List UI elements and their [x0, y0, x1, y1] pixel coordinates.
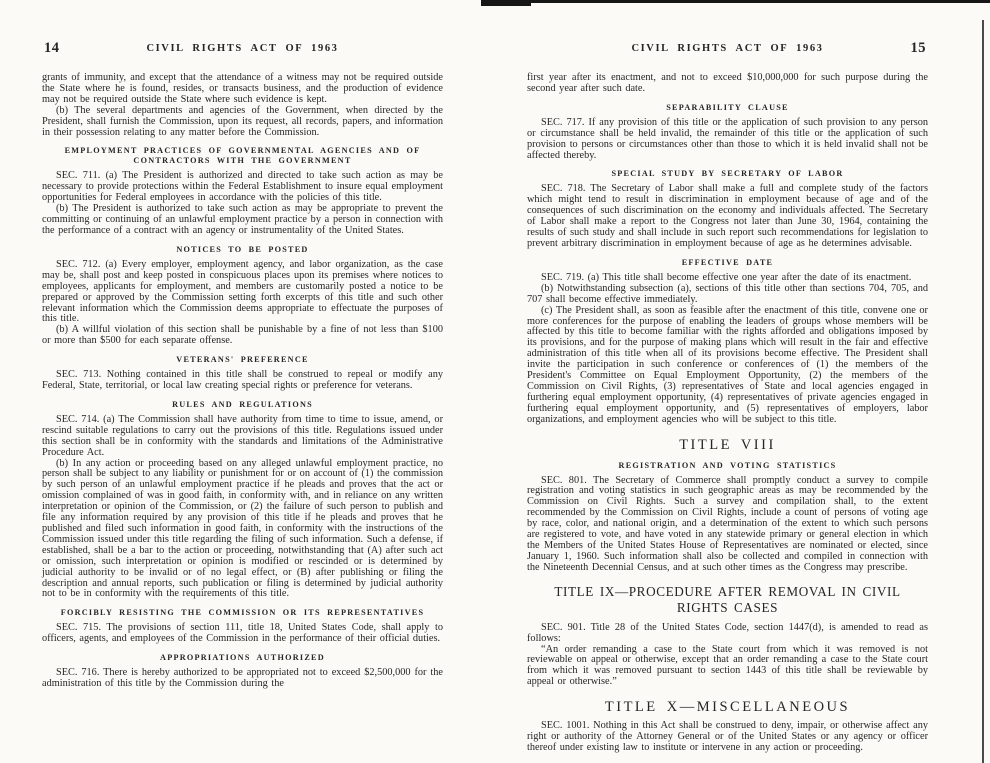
paragraph: SEC. 801. The Secretary of Commerce shall promptly conduct a survey to compile registration and voting statistics in such geographic areas as may be recommended by the Commission on Civil Rights. Such a survey and compilation shall, to the extent recommended by the Commission on Civil Rights, include a count of persons of voting age by race, color, and national origin, and a determination of the extent to which such persons are registered to vote, and have voted in any statewide primary or general election in which the Members of the United States House of Representatives are nominated or elected, since January 1, 1960. Such information shall also be collected and compiled in connection with the Nineteenth Decennial Census, and at such other times as the Congress may prescribe. — [527, 474, 928, 573]
paragraph: SEC. 1001. Nothing in this Act shall be construed to deny, impair, or otherwise affect any right or authority of the Attorney General or of the United States or any agency or officer thereof under existing law to institute or intervene in any action or proceeding. — [527, 720, 928, 753]
paragraph: (b) Notwithstanding subsection (a), sections of this title other than sections 704, 705, and 707 shall become effective immediately. — [527, 282, 928, 305]
section-heading: APPROPRIATIONS AUTHORIZED — [160, 653, 325, 663]
scan-edge-corner-mark — [984, 0, 990, 3]
section-heading: REGISTRATION AND VOTING STATISTICS — [618, 460, 837, 470]
page-14 — [42, 40, 443, 690]
section-heading: EMPLOYMENT PRACTICES OF GOVERNMENTAL AGENCIES AND OF CONTRACTORS WITH THE GOVERNMENT — [64, 146, 421, 166]
section-heading: NOTICES TO BE POSTED — [176, 244, 309, 254]
paragraph: (b) The President is authorized to take such action as may be appropriate to prevent the committing or continuing of an unlawful employment practice by a person in connection with the performance of a contract with an agency or instrumentality of the United States. — [42, 203, 443, 236]
paragraph: first year after its enactment, and not to exceed $10,000,000 for such purpose during the second year after such date. — [527, 72, 928, 94]
running-title: CIVIL RIGHTS ACT OF 1963 — [146, 43, 339, 54]
paragraph: SEC. 901. Title 28 of the United States Code, section 1447(d), is amended to read as follows: — [527, 621, 928, 644]
page-15 — [527, 40, 928, 754]
paragraph: (c) The President shall, as soon as feasible after the enactment of this title, convene one or more conferences for the purpose of enabling the leaders of groups whose members will be affected by this title to become familiar with the rights afforded and obligations imposed by its provisions, and for the purpose of making plans which will result in the fair and effective administration of this title when all of its provisions become effective. The President shall invite the participation in such conference or conferences of (1) the members of the President's Committee on Equal Employment Opportunity, (2) the members of the Commission on Civil Rights, (3) representatives of State and local agencies engaged in furthering equal employment opportunity, (4) representatives of private agencies engaged in furthering equal employment opportunity, and (5) representatives of employers, labor organizations, and employment agencies who will be subject to this title. — [527, 304, 928, 425]
paragraph: SEC. 716. There is hereby authorized to be appropriated not to exceed $2,500,000 for the administration of this title by the Commission during the — [42, 667, 443, 690]
page-number: 15 — [910, 40, 926, 56]
scan-right-edge-line — [982, 20, 984, 763]
title-heading: TITLE X—MISCELLANEOUS — [604, 699, 851, 716]
page-header — [42, 40, 443, 58]
title-heading: TITLE IX—PROCEDURE AFTER REMOVAL IN CIVIL RIGHTS CASES — [554, 583, 901, 615]
section-heading: SPECIAL STUDY BY SECRETARY OF LABOR — [611, 169, 844, 179]
paragraph: SEC. 718. The Secretary of Labor shall make a full and complete study of the factors which might tend to result in discrimination in employment because of age and of the consequences of such discrimination on the economy and individuals affected. The Secretary of Labor shall make a report to the Congress not later than June 30, 1964, containing the results of such study and shall include in such report such recommendations for legislation to prevent arbitrary discrimination in employment because of age as he determines advisable. — [527, 183, 928, 249]
paragraph: SEC. 711. (a) The President is authorized and directed to take such action as may be necessary to provide protections within the Federal Establishment to insure equal employment opportunities for Federal employees in accordance with the policies of this title. — [42, 170, 443, 204]
paragraph: SEC. 715. The provisions of section 111, title 18, United States Code, shall apply to officers, agents, and employees of the Commission in the performance of their official duties. — [42, 622, 443, 645]
paragraph: (b) The several departments and agencies of the Government, when directed by the President, shall furnish the Commission, upon its request, all records, papers, and information in their possession relating to any matter before the Commission. — [42, 104, 443, 138]
paragraph: grants of immunity, and except that the attendance of a witness may not be required outside the State where he is found, resides, or transacts business, and the production of evidence may not be required outside the State where such evidence is kept. — [42, 72, 443, 105]
section-heading: FORCIBLY RESISTING THE COMMISSION OR ITS REPRESENTATIVES — [60, 608, 425, 618]
paragraph: SEC. 712. (a) Every employer, employment agency, and labor organization, as the case may be, shall post and keep posted in conspicuous places upon its premises where notices to employees, applicants for employment, and members are customarily posted a notice to be prepared or approved by the Commission setting forth excerpts of this title and such other relevant information which the Commission deems appropriate to effectuate the purposes of this title. — [42, 258, 443, 325]
page-body — [527, 73, 928, 754]
title-heading: TITLE VIII — [679, 436, 776, 453]
scan-edge-top-bar — [487, 0, 990, 3]
section-heading: RULES AND REGULATIONS — [172, 399, 313, 409]
page-body — [42, 73, 443, 690]
scan-ink-blot — [481, 0, 531, 6]
page-number: 14 — [44, 40, 60, 56]
paragraph: (b) A willful violation of this section shall be punishable by a fine of not less than $100 or more than $500 for each separate offense. — [42, 324, 443, 347]
paragraph: (b) In any action or proceeding based on any alleged unlawful employment practice, no person shall be subject to any liability or punishment for or on account of (1) the commission by such person of an unlawful employment practice if he pleads and proves that the act or omission complained of was in good faith, in conformity with, and in reliance on any written interpretation or opinion of the Commission, or (2) the failure of such person to publish and file any information required by any provision of this title if he pleads and proves that he published and filed such information in good faith, in conformity with the instructions of the Commission issued under this title regarding the filing of such information. Such a defense, if established, shall be a bar to the action or proceeding, notwithstanding that (A) after such act or omission, such interpretation or opinion is modified or rescinded or is determined by judicial authority to be invalid or of no legal effect, or (B) after publishing or filing the description and annual reports, such publication or filing is determined by judicial authority not to be in conformity with the requirements of this title. — [42, 457, 443, 600]
page-header — [527, 40, 928, 58]
section-heading: SEPARABILITY CLAUSE — [666, 102, 789, 112]
paragraph: “An order remanding a case to the State court from which it was removed is not reviewable on appeal or otherwise, except that an order remanding a case to the State court from which it was removed pursuant to section 1443 of this title shall be reviewable by appeal or otherwise.” — [527, 643, 928, 688]
paragraph: SEC. 717. If any provision of this title or the application of such provision to any person or circumstance shall be held invalid, the remainder of this title or the application of such provision to persons or circumstances other than those to which it is held invalid shall not be affected thereby. — [527, 116, 928, 161]
running-title: CIVIL RIGHTS ACT OF 1963 — [631, 43, 824, 54]
paragraph: SEC. 714. (a) The Commission shall have authority from time to time to issue, amend, or rescind suitable regulations to carry out the provisions of this title. Regulations issued under this section shall be in conformity with the standards and limitations of the Administrative Procedure Act. — [42, 413, 443, 458]
paragraph: SEC. 713. Nothing contained in this title shall be construed to repeal or modify any Federal, State, territorial, or local law creating special rights or preference for veterans. — [42, 369, 443, 392]
section-heading: VETERANS' PREFERENCE — [176, 355, 309, 365]
section-heading: EFFECTIVE DATE — [681, 257, 774, 267]
paragraph: SEC. 719. (a) This title shall become effective one year after the date of its enactment. — [541, 271, 912, 283]
